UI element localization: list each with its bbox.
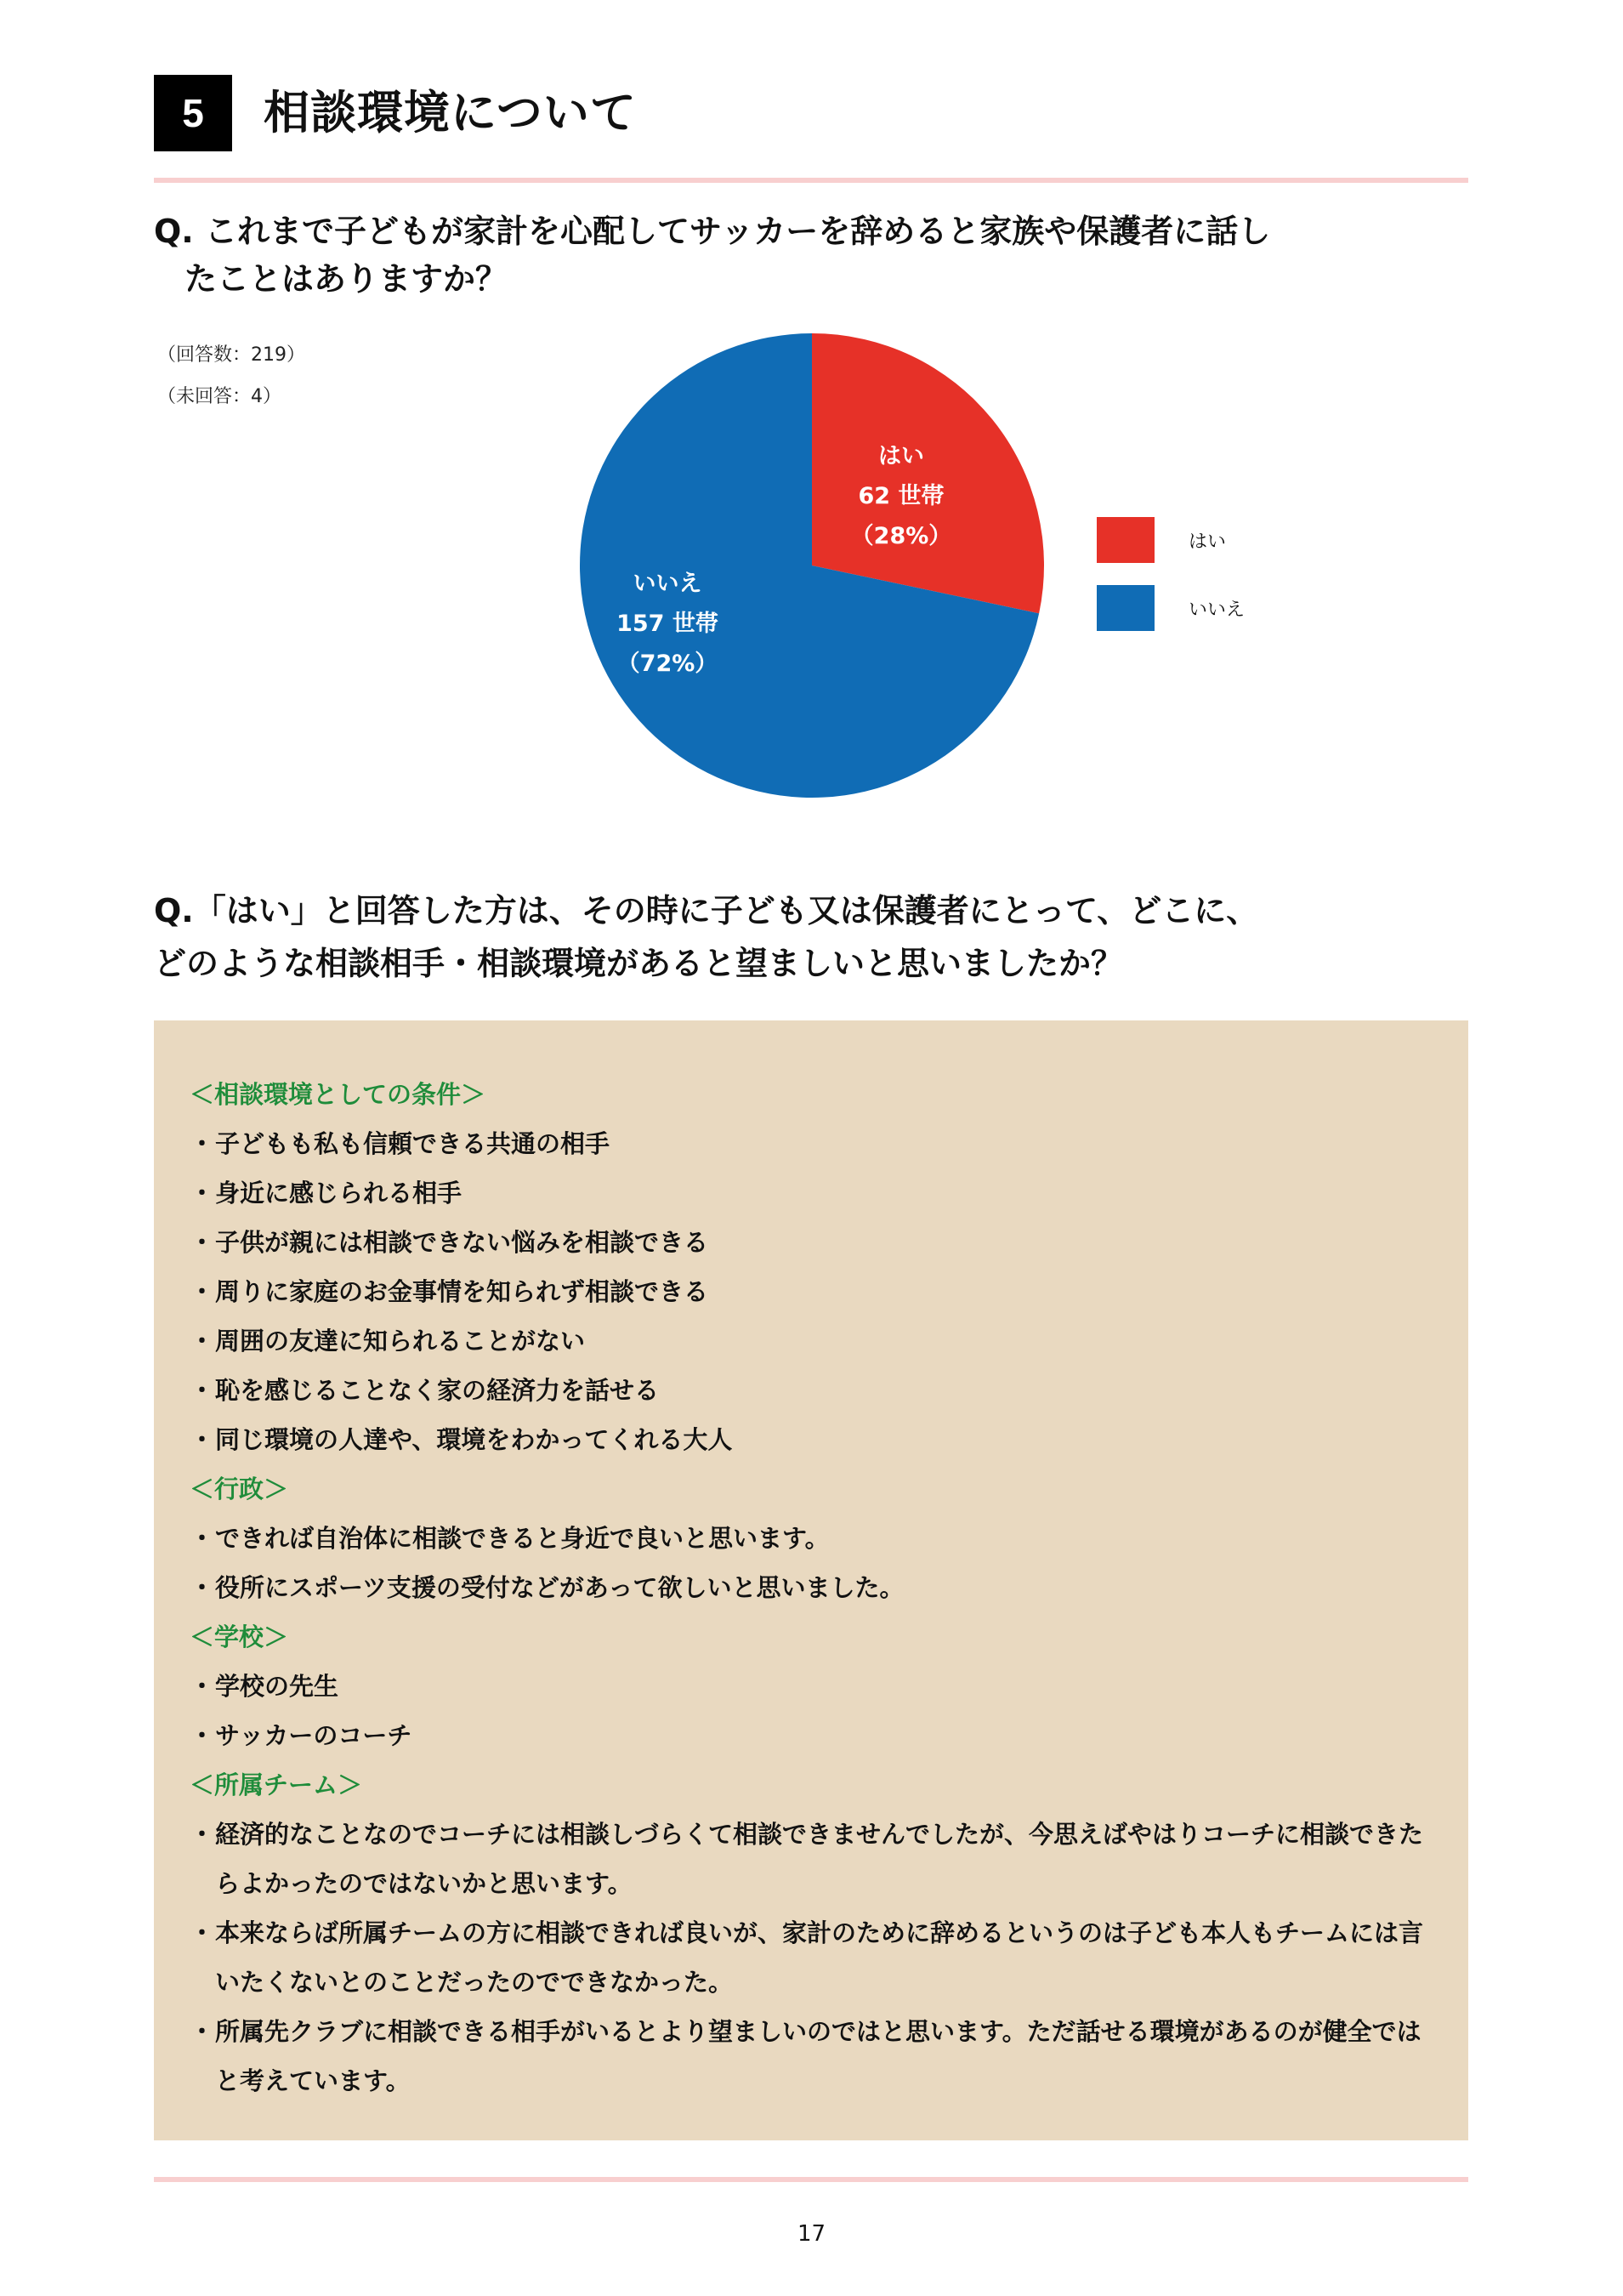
bullet-icon: ・	[190, 1277, 215, 1306]
answer-item	[190, 1267, 1443, 1316]
question-1-line-1: Q. これまで子どもが家計を心配してサッカーを辞めると家族や保護者に話し	[154, 213, 1271, 250]
pie-slice-yes	[812, 333, 1044, 613]
pie-label-line: （28%）	[850, 523, 952, 549]
answer-list	[190, 1070, 1443, 2106]
answer-text: 学校の先生	[215, 1672, 339, 1701]
answer-item	[190, 1908, 1443, 2007]
free-answer-box	[154, 1020, 1468, 2140]
answer-category: ＜所属チーム＞	[190, 1770, 363, 1799]
bullet-icon: ・	[190, 1672, 215, 1701]
answer-text: 所属先クラブに相談できる相手がいるとより望ましいのではと思います。ただ話せる環境があるのが健全ではと考えています。	[215, 2017, 1422, 2095]
question-1-line-2: たことはありますか？	[184, 260, 508, 298]
legend-item-yes	[1097, 517, 1226, 563]
question-1	[154, 207, 1480, 303]
pie-slices	[580, 333, 1044, 798]
answer-text: 恥を感じることなく家の経済力を話せる	[215, 1376, 660, 1405]
answer-text: 本来ならば所属チームの方に相談できれば良いが、家計のために辞めるというのは子ども本人もチームには言いたくないとのことだったのでできなかった。	[215, 1918, 1424, 1997]
section-title: 相談環境について	[264, 86, 637, 139]
pie-label-line: 62 世帯	[858, 483, 945, 509]
bullet-icon: ・	[190, 1327, 215, 1355]
answer-item	[190, 1662, 1443, 1711]
answer-item	[190, 1316, 1443, 1366]
bullet-icon: ・	[190, 1721, 215, 1750]
answer-item	[190, 1514, 1443, 1563]
answer-item	[190, 1168, 1443, 1218]
answer-item	[190, 1218, 1443, 1267]
bullet-icon: ・	[190, 1179, 215, 1208]
bullet-icon: ・	[190, 1918, 215, 1947]
question-2	[154, 884, 1480, 990]
answer-text: 経済的なことなのでコーチには相談しづらくて相談できませんでしたが、今思えばやはりコーチに相談できたらよかったのではないかと思います。	[215, 1820, 1424, 1898]
legend-swatch	[1097, 517, 1155, 563]
legend-label: いいえ	[1189, 599, 1246, 621]
bullet-icon: ・	[190, 1524, 215, 1553]
pie-label-line: 157 世帯	[616, 611, 718, 637]
pie-label-line: いいえ	[633, 571, 702, 597]
pie-chart	[574, 332, 1050, 808]
header-divider	[154, 178, 1468, 183]
answer-item	[190, 1810, 1443, 1908]
answer-text: 役所にスポーツ支援の受付などがあって欲しいと思いました。	[215, 1573, 905, 1602]
bullet-icon: ・	[190, 1129, 215, 1158]
answer-item	[190, 1119, 1443, 1168]
question-2-line-2: どのような相談相手・相談環境があると望ましいと思いましたか？	[154, 945, 1124, 982]
pie-label-line: はい	[878, 443, 924, 469]
answer-category: ＜行政＞	[190, 1475, 289, 1503]
bullet-icon: ・	[190, 1425, 215, 1454]
legend-label: はい	[1189, 531, 1227, 553]
answer-text: 周囲の友達に知られることがない	[215, 1327, 586, 1355]
answer-item	[190, 1366, 1443, 1415]
answer-text: 身近に感じられる相手	[215, 1179, 462, 1208]
section-number-badge: 5	[154, 75, 232, 151]
footer-divider	[154, 2177, 1468, 2182]
answer-item	[190, 1415, 1443, 1464]
answer-text: 周りに家庭のお金事情を知られず相談できる	[215, 1277, 709, 1306]
bullet-icon: ・	[190, 1573, 215, 1602]
answer-text: 子供が親には相談できない悩みを相談できる	[215, 1228, 709, 1257]
answer-item	[190, 1711, 1443, 1760]
answer-text: サッカーのコーチ	[215, 1721, 412, 1750]
answer-text: 同じ環境の人達や、環境をわかってくれる大人	[215, 1425, 733, 1454]
answer-category: ＜学校＞	[190, 1623, 289, 1651]
legend-swatch	[1097, 585, 1155, 631]
bullet-icon: ・	[190, 2017, 215, 2046]
question-2-line-1: Q.「はい」と回答した方は、その時に子ども又は保護者にとって、どこに、	[154, 892, 1259, 929]
response-count: （回答数：219）	[157, 344, 305, 366]
answer-item	[190, 2007, 1443, 2106]
bullet-icon: ・	[190, 1228, 215, 1257]
bullet-icon: ・	[190, 1376, 215, 1405]
page-number: 17	[797, 2221, 826, 2247]
bullet-icon: ・	[190, 1820, 215, 1849]
pie-label-line: （72%）	[616, 651, 718, 677]
answer-item	[190, 1563, 1443, 1612]
answer-text: できれば自治体に相談できると身近で良いと思います。	[215, 1524, 830, 1553]
unanswered-count: （未回答：4）	[157, 386, 281, 407]
answer-category: ＜相談環境としての条件＞	[190, 1080, 486, 1109]
legend-item-no	[1097, 585, 1245, 631]
answer-text: 子どもも私も信頼できる共通の相手	[215, 1129, 610, 1158]
